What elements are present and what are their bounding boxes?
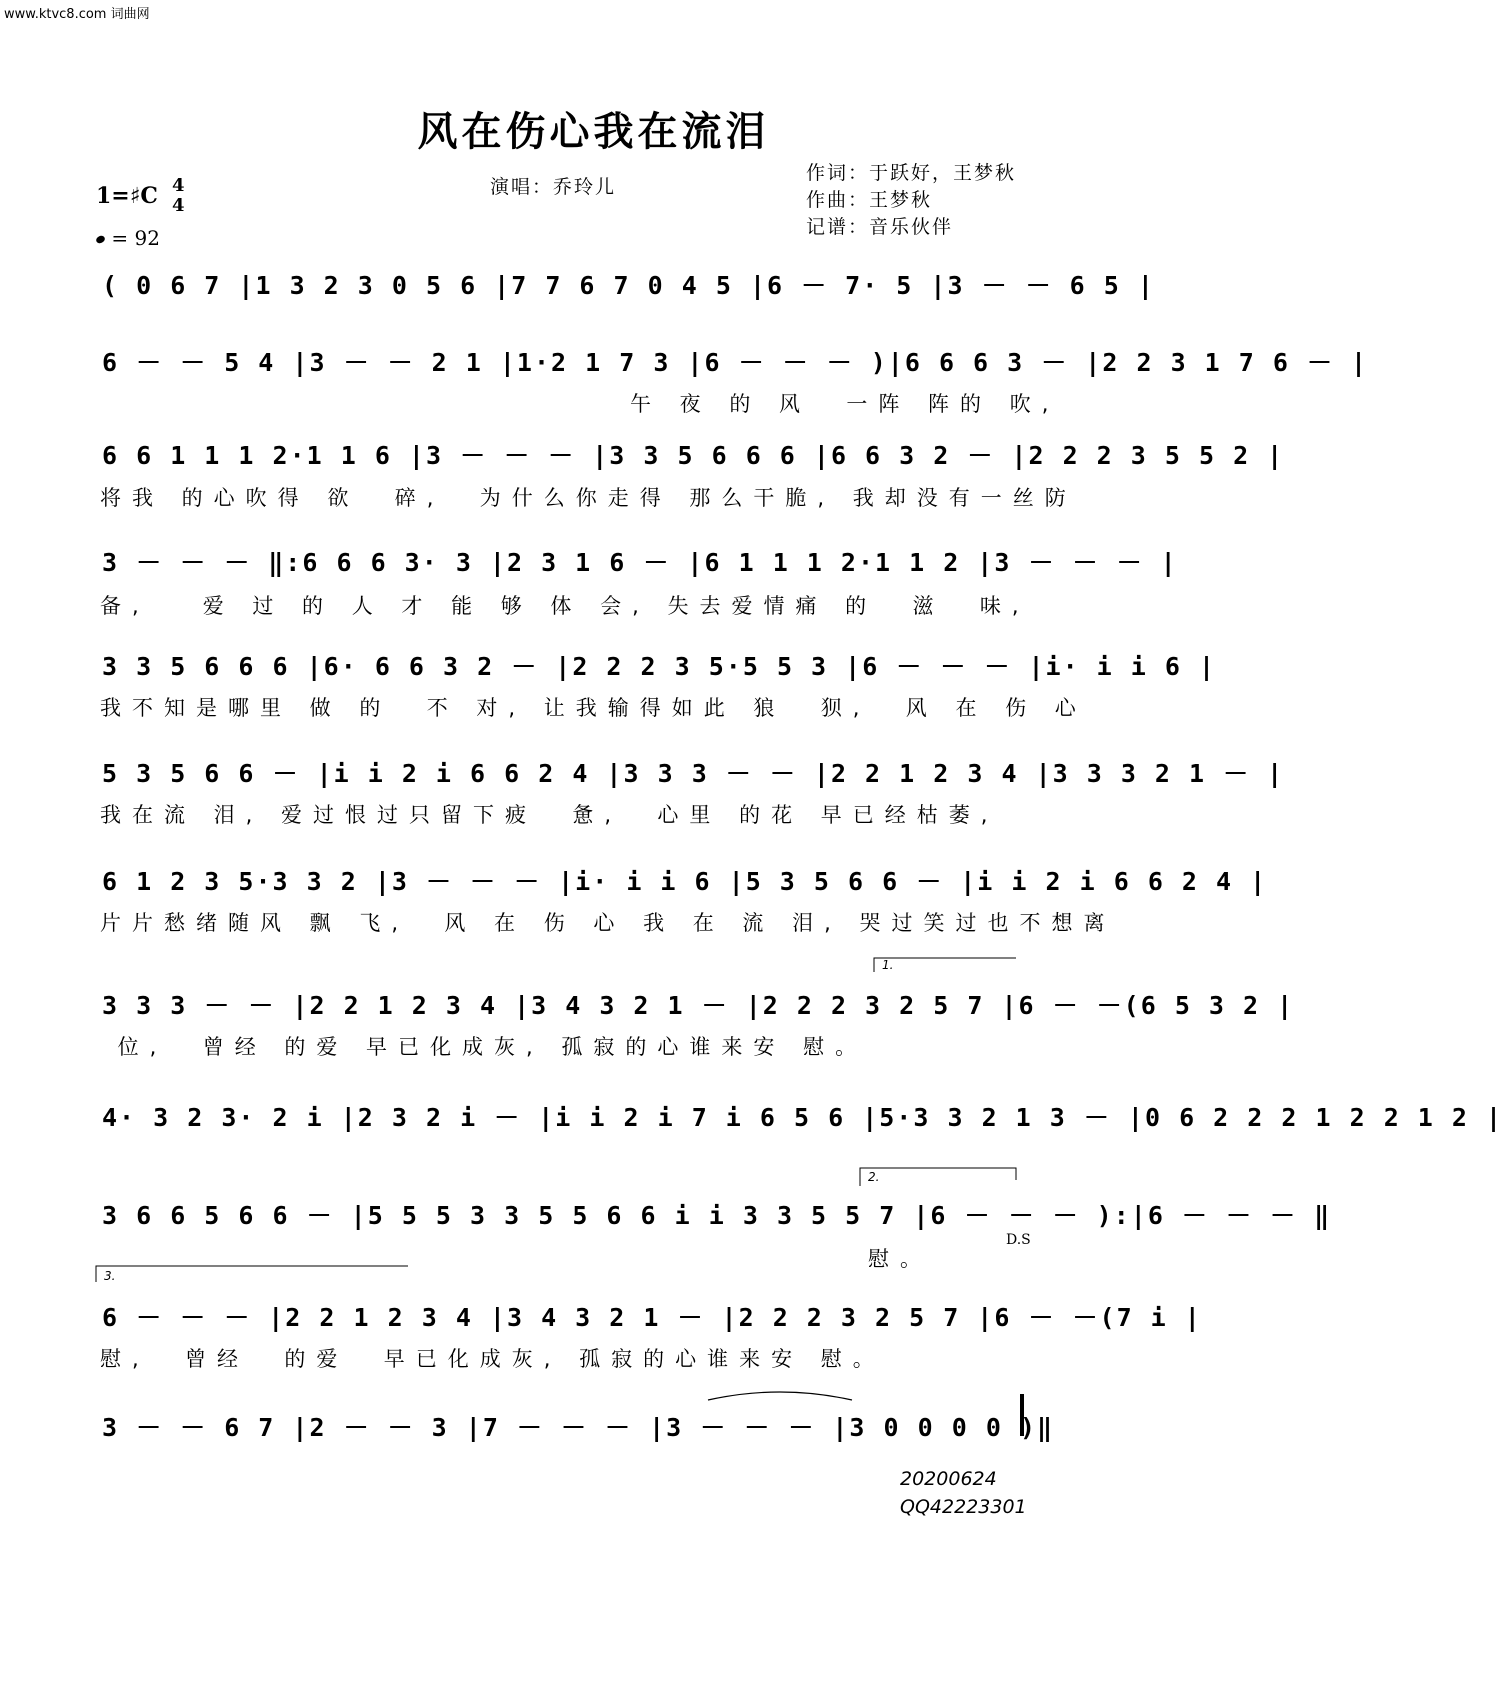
tempo-mark: [96, 226, 160, 250]
volta-1: 1.: [882, 958, 894, 972]
score-line-9: 4· 3 2 3· 2 i |2 3 2 i － |i i 2 i 7 i 6 5 6 |5·3 3 2 1 3 － |0 6 2 2 2 1 2 2 1 2 |: [102, 1103, 1503, 1132]
score-line-1: ( 0 6 7 |1 3 2 3 0 5 6 |7 7 6 7 0 4 5 |6 － 7· 5 |3 － － 6 5 |: [102, 271, 1155, 300]
score-line-4: 3 － － － ‖:6 6 6 3· 3 |2 3 1 6 － |6 1 1 1 2·1 1 2 |3 － － － |: [102, 548, 1178, 577]
credits-block: [806, 160, 1016, 241]
time-signature: [172, 176, 185, 216]
meter-top: 4: [172, 175, 185, 196]
score-line-2: 6 － － 5 4 |3 － － 2 1 |1·2 1 7 3 |6 － － － )|6 6 6 3 － |2 2 3 1 7 6 － |: [102, 348, 1369, 377]
lyric-line-3: 将我 的心吹得 欲 碎, 为什么你走得 那么干脆, 我却没有一丝防: [100, 486, 1077, 510]
score-line-7: 6 1 2 3 5·3 3 2 |3 － － － |i· i i 6 |5 3 5 6 6 － |i i 2 i 6 6 2 4 |: [102, 867, 1268, 896]
score-line-10: 3 6 6 5 6 6 － |5 5 5 3 3 5 5 6 6 i i 3 3 5 5 7 |6 － － － ):|6 － － － ‖: [102, 1201, 1332, 1230]
date-stamp: 20200624: [900, 1468, 997, 1490]
volta-3: 3.: [104, 1269, 116, 1283]
song-title: 风在伤心我在流泪: [417, 109, 770, 155]
ds-mark: D.S: [1006, 1232, 1031, 1248]
volta-1-bracket: [874, 958, 1016, 972]
lyric-line-2: 午 夜 的 风 一阵 阵的 吹,: [630, 392, 1060, 416]
quarter-note-icon: [95, 234, 106, 244]
composer-credit: 作曲：王梦秋: [806, 189, 933, 211]
lyric-line-5: 我不知是哪里 做 的 不 对, 让我输得如此 狼 狈, 风 在 伤 心: [100, 696, 1087, 720]
lyric-line-11: 慰, 曾经 的爱 早已化成灰, 孤寂的心谁来安 慰。: [100, 1347, 885, 1371]
lyric-line-6: 我在流 泪, 爱过恨过只留下疲 惫, 心里 的花 早已经枯萎,: [100, 803, 999, 827]
key-signature: 1=♯C: [96, 183, 158, 209]
score-line-6: 5 3 5 6 6 － |i i 2 i 6 6 2 4 |3 3 3 － － |2 2 1 2 3 4 |3 3 3 2 1 － |: [102, 759, 1285, 788]
volta-3-bracket: [96, 1266, 408, 1282]
volta-2-bracket: [860, 1168, 1016, 1186]
meter-bottom: 4: [172, 195, 185, 216]
volta-2: 2.: [868, 1170, 880, 1184]
singer-credit: 演唱：乔玲儿: [490, 176, 617, 198]
lyric-line-4: 备, 爱 过 的 人 才 能 够 体 会, 失去爱情痛 的 滋 味,: [100, 594, 1030, 618]
score-line-5: 3 3 5 6 6 6 |6· 6 6 3 2 － |2 2 2 3 5·5 5 3 |6 － － － |i· i i 6 |: [102, 652, 1217, 681]
score-line-12: 3 － － 6 7 |2 － － 3 |7 － － － |3 － － － |3 0 0 0 0 )‖: [102, 1413, 1055, 1442]
tempo-value: = 92: [111, 226, 160, 250]
score-line-8: 3 3 3 － － |2 2 1 2 3 4 |3 4 3 2 1 － |2 2 2 3 2 5 7 |6 － －(6 5 3 2 |: [102, 991, 1295, 1020]
transcriber-credit: 记谱：音乐伙伴: [806, 216, 954, 238]
score-line-3: 6 6 1 1 1 2·1 1 6 |3 － － － |3 3 5 6 6 6 |6 6 3 2 － |2 2 2 3 5 5 2 |: [102, 441, 1285, 470]
score-line-11: 6 － － － |2 2 1 2 3 4 |3 4 3 2 1 － |2 2 2 3 2 5 7 |6 － －(7 i |: [102, 1303, 1202, 1332]
final-tie: [708, 1392, 852, 1400]
qq-stamp: QQ42223301: [900, 1496, 1027, 1518]
lyric-line-8: 位, 曾经 的爱 早已化成灰, 孤寂的心谁来安 慰。: [100, 1035, 868, 1059]
lyric-line-7: 片片愁绪随风 飘 飞, 风 在 伤 心 我 在 流 泪, 哭过笑过也不想离: [100, 911, 1116, 935]
lyricist-credit: 作词：于跃好，王梦秋: [806, 162, 1017, 184]
lyric-line-10: 慰。: [868, 1247, 932, 1271]
site-watermark: www.ktvc8.com 词曲网: [4, 7, 150, 22]
